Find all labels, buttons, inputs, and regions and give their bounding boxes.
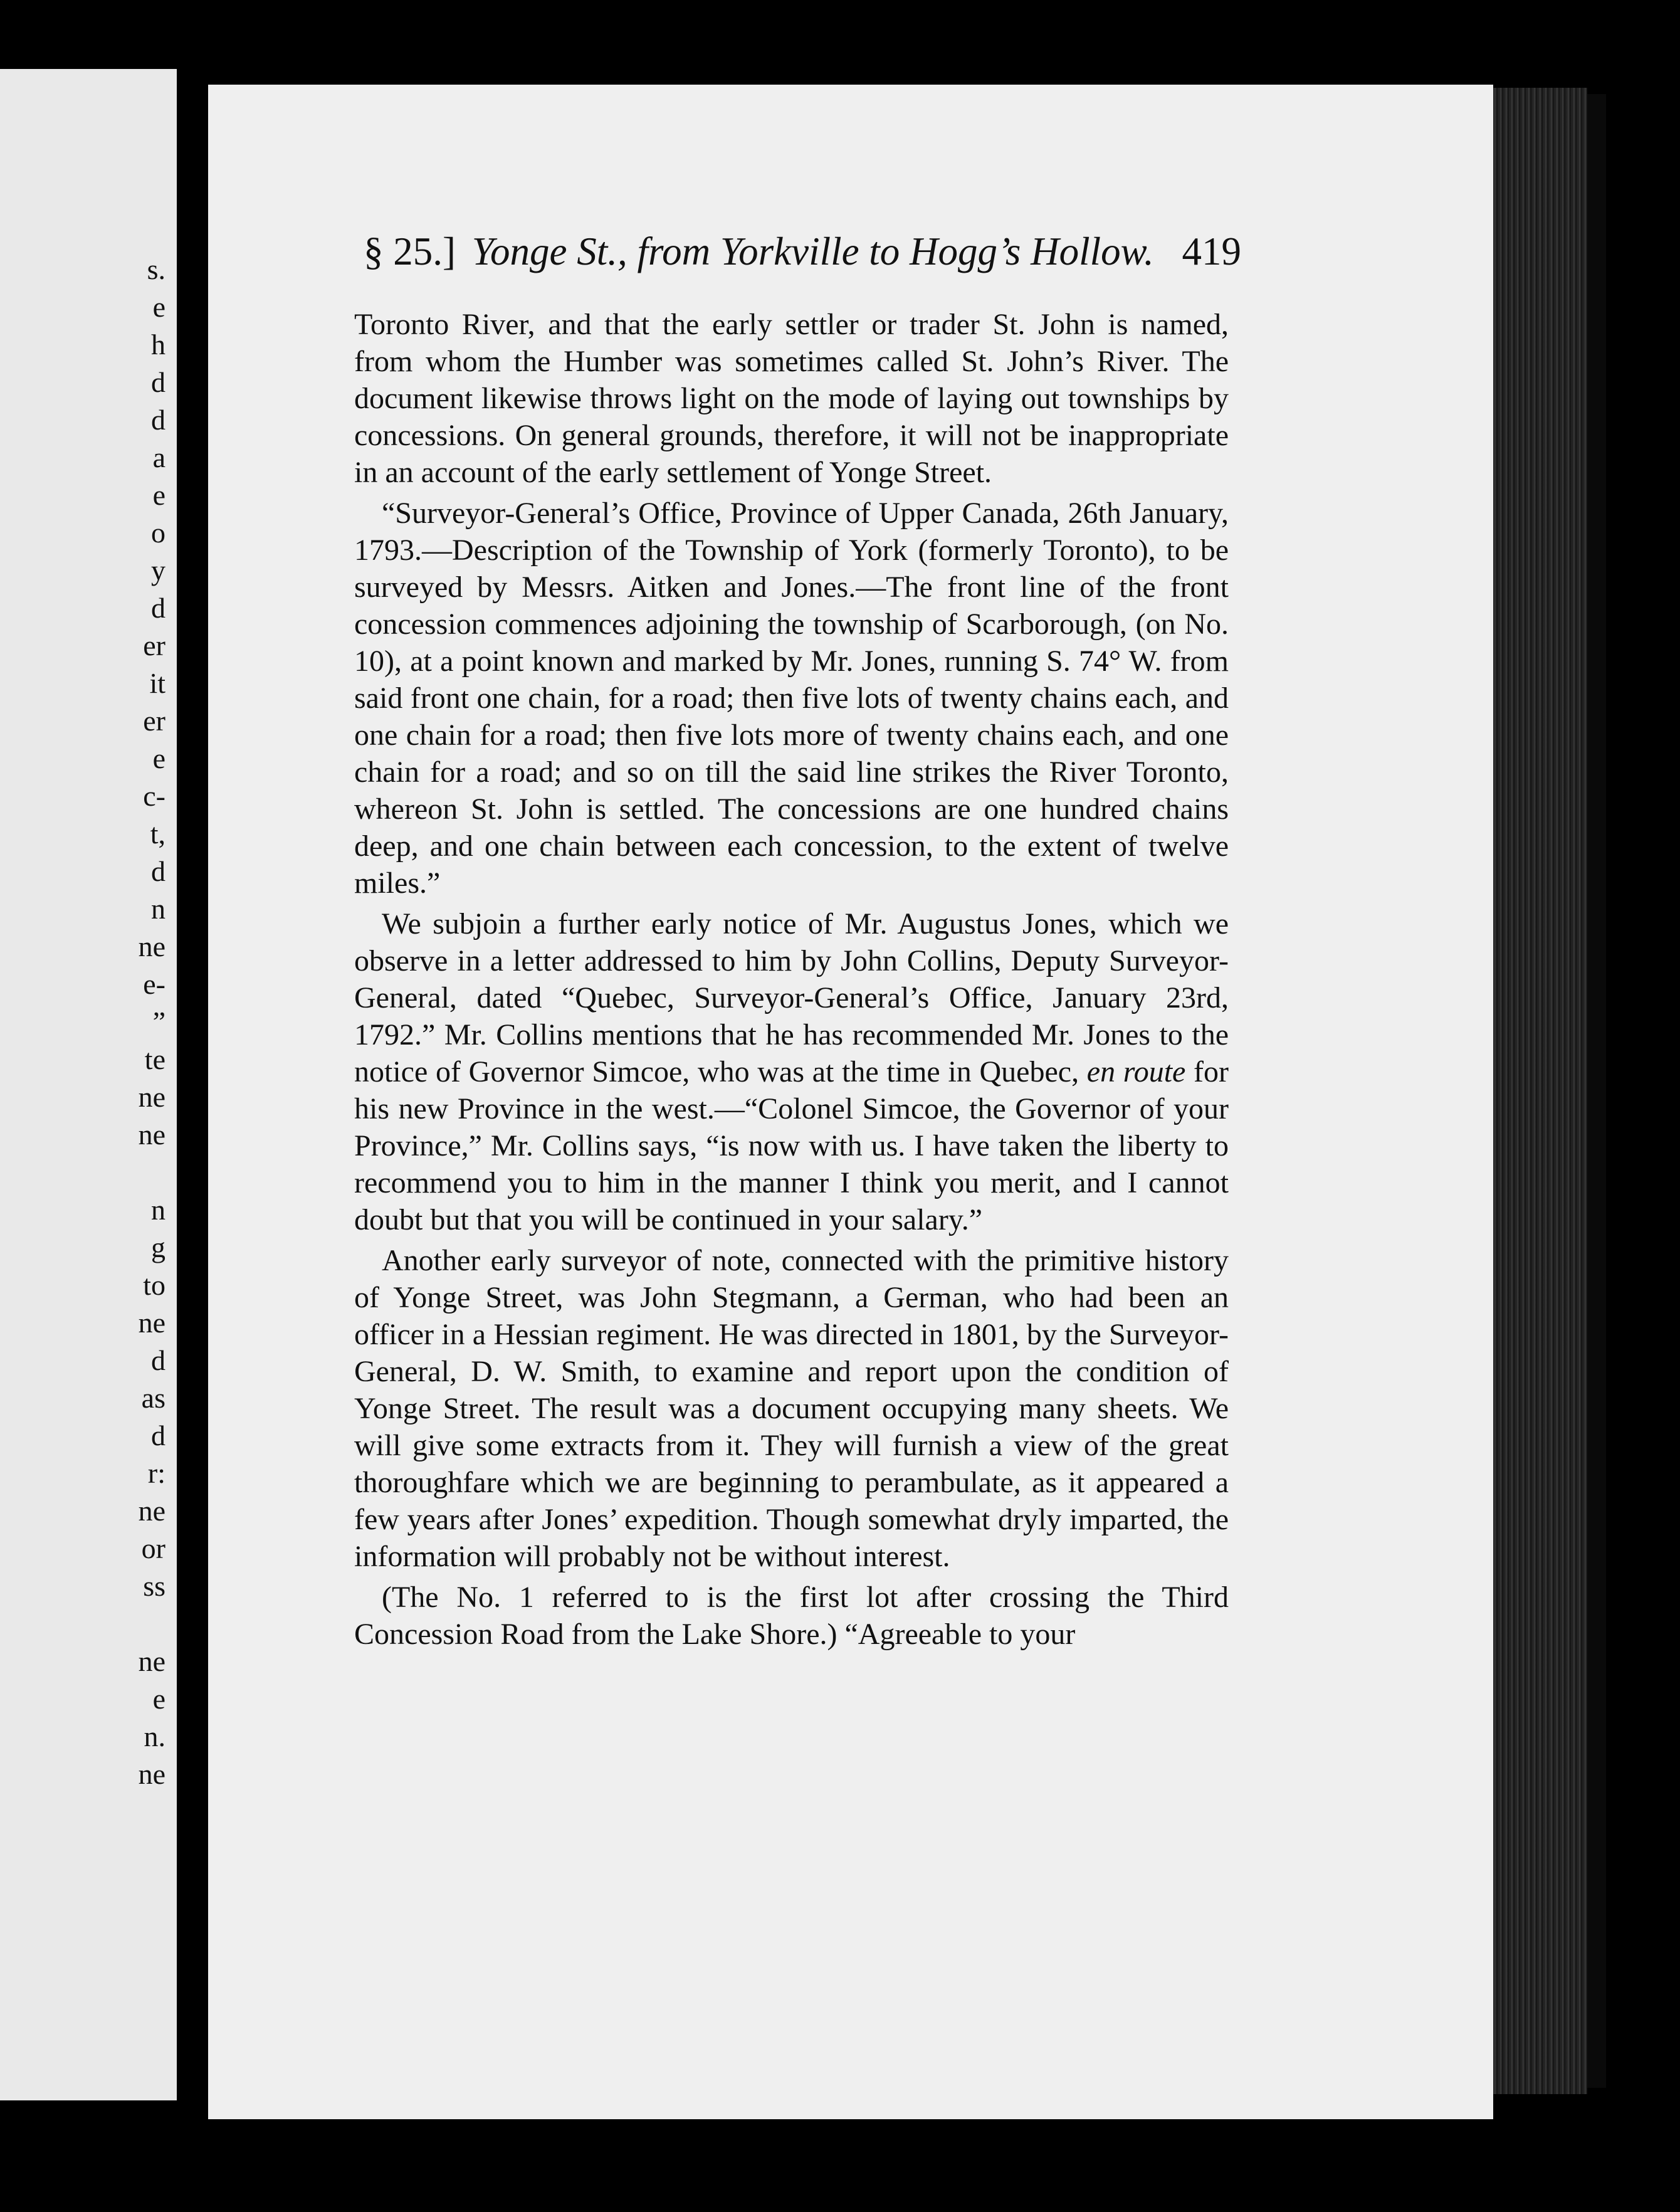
- left-page-fragment: y: [151, 554, 165, 586]
- left-page-fragment: d: [151, 404, 165, 436]
- section-number: § 25.]: [364, 229, 456, 273]
- left-page-fragment: h: [151, 329, 165, 361]
- left-page-fragment: er: [143, 705, 165, 737]
- paragraph-5: (The No. 1 referred to is the first lot after crossing the Third Concession Road from the Lake Shore.) “Agreeable to your: [354, 1581, 1229, 1651]
- left-page-fragment: n.: [144, 1720, 165, 1752]
- left-page-fragment: r:: [147, 1457, 165, 1489]
- left-page-fragment: o: [151, 517, 165, 549]
- left-page-fragment: e: [152, 742, 165, 774]
- left-page-fragment: ne: [138, 1119, 165, 1151]
- left-page-fragment: d: [151, 366, 165, 398]
- left-page-fragment: d: [151, 855, 165, 887]
- left-page-fragment: d: [151, 592, 165, 624]
- left-page-fragment: to: [143, 1269, 165, 1301]
- paragraph-3-part-2: for his new Province in the west.—“Colonel Simcoe, the Governor of your Province,” Mr. Collins says, “is now with us. I have taken the liberty to recommend you to him in the manner I think you merit, and I cannot doubt but that you will be continued in your salary.”: [354, 1055, 1229, 1236]
- paragraph-4: Another early surveyor of note, connected with the primitive history of Yonge Street, was John Stegmann, a German, who had been an officer in a Hessian regiment. He was directed in 1801, by the Surveyor-General, D. W. Smith, to examine and report upon the condition of Yonge Street. The result was a document occupying many sheets. We will give some extracts from it. They will furnish a view of the great thoroughfare which we are beginning to perambulate, as it appeared a few years after Jones’ expedition. Though somewhat dryly imparted, the information will probably not be without interest.: [354, 1244, 1229, 1573]
- left-page-fragment: te: [144, 1043, 165, 1075]
- left-page-fragment: it: [149, 667, 165, 699]
- left-page-fragment: ne: [138, 1081, 165, 1113]
- left-page-fragment: as: [141, 1382, 165, 1414]
- paragraph-3-italic: en route: [1086, 1055, 1186, 1088]
- left-page-fragment: ss: [143, 1570, 165, 1602]
- book-gutter: [177, 0, 208, 2212]
- left-page-fragment: or: [141, 1532, 165, 1564]
- book-page-edges: [1493, 88, 1587, 2094]
- left-page-fragment: er: [143, 629, 165, 661]
- left-page-text-fragments: [15, 251, 165, 1793]
- left-page-fragment: g: [151, 1231, 165, 1263]
- left-page-fragment: ne: [138, 1758, 165, 1790]
- left-page-fragment: n: [151, 1194, 165, 1226]
- left-page-fragment: c-: [143, 780, 165, 812]
- left-page-fragment: ne: [138, 1307, 165, 1339]
- left-page-fragment: ”: [152, 1006, 165, 1038]
- left-page-edge: [0, 69, 177, 2100]
- running-title: Yonge St., from Yorkville to Hogg’s Hollow.: [471, 229, 1154, 273]
- left-page-fragment: n: [151, 893, 165, 925]
- paragraph-2: “Surveyor-General’s Office, Province of Upper Canada, 26th January, 1793.—Description of the Township of York (formerly Toronto), to be surveyed by Messrs. Aitken and Jones.—The front line of the front concession commences adjoining the township of Scarborough, (on No. 10), at a point known and marked by Mr. Jones, running S. 74° W. from said front one chain, for a road; then five lots of twenty chains each, and one chain for a road; then five lots more of twenty chains each, and one chain for a road; and so on till the said line strikes the River Toronto, whereon St. John is settled. The concessions are one hundred chains deep, and one chain between each concession, to the extent of twelve miles.”: [354, 497, 1229, 900]
- left-page-fragment: d: [151, 1344, 165, 1376]
- left-page-fragment: ne: [138, 1645, 165, 1677]
- book-cover-edge: [1587, 94, 1606, 2088]
- body-text: [354, 306, 1229, 1653]
- left-page-fragment: [15, 1605, 165, 1643]
- left-page-fragment: ne: [138, 1495, 165, 1527]
- left-page-fragment: e-: [143, 968, 165, 1000]
- left-page-fragment: e: [152, 1683, 165, 1715]
- paragraph-3-part-1: We subjoin a further early notice of Mr. Augustus Jones, which we observe in a letter addressed to him by John Collins, Deputy Surveyor-General, dated “Quebec, Surveyor-General’s Office, January 23rd, 1792.” Mr. Collins mentions that he has recommended Mr. Jones to the notice of Governor Simcoe, who was at the time in Quebec,: [354, 907, 1229, 1088]
- left-page-fragment: [15, 1154, 165, 1191]
- paragraph-3: [354, 905, 1229, 1238]
- running-header: [364, 229, 1241, 275]
- paragraph-1: Toronto River, and that the early settler or trader St. John is named, from whom the Humber was sometimes called St. John’s River. The document likewise throws light on the mode of laying out townships by concessions. On general grounds, therefore, it will not be inappropriate in an account of the early settlement of Yonge Street.: [354, 308, 1229, 489]
- left-page-fragment: e: [152, 479, 165, 511]
- left-page-fragment: t,: [150, 818, 165, 850]
- left-page-fragment: e: [152, 291, 165, 323]
- page-number: 419: [1182, 229, 1241, 273]
- left-page-fragment: s.: [147, 253, 165, 285]
- left-page-fragment: ne: [138, 930, 165, 962]
- left-page-fragment: d: [151, 1419, 165, 1451]
- left-page-fragment: a: [152, 441, 165, 473]
